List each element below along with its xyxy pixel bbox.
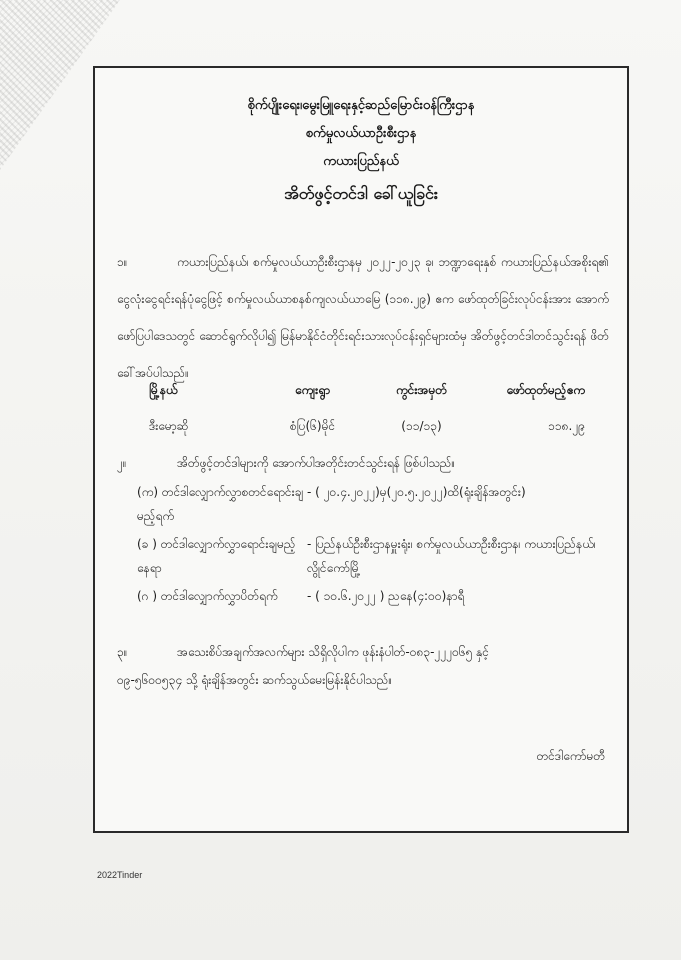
list-item — [137, 480, 609, 528]
cell-township: ဒီးမော့ဆို — [149, 419, 189, 433]
location-table — [135, 373, 587, 445]
col-field-number: ကွင်းအမှတ် — [396, 383, 447, 397]
paragraph-2-number: ၂။ — [117, 456, 127, 470]
paragraph-1 — [117, 244, 609, 392]
location-table-header — [135, 373, 587, 409]
paragraph-1-text: ကယားပြည်နယ်၊ စက်မှုလယ်ယာဦးစီးဌာနမှ ၂၀၂၂-၂၀၂၃ ခု၊ ဘဏ္ဍာရေးနှစ် ကယားပြည်နယ်အစိုးရ၏ ငွေလုံးငွေရင်းရန်ပုံငွေဖြင့် စက်မှုလယ်ယာစနစ်ကျလယ်ယာမြေ (၁၁၈.၂၉) ဧက ဖော်ထုတ်ခြင်းလုပ်ငန်းအား အောက်ဖော်ပြပါဒေသတွင် ဆောင်ရွက်လိုပါ၍ မြန်မာနိုင်ငံတိုင်းရင်းသားလုပ်ငန်းရှင်များထံမှ အိတ်ဖွင့်တင်ဒါတင်သွင်းရန် ဖိတ်ခေါ်အပ်ပါသည်။ — [117, 255, 609, 380]
col-acres: ဖော်ထုတ်မည့်ဧက — [506, 383, 585, 397]
paragraph-1-number: ၁။ — [117, 255, 128, 269]
paragraph-3-text-cont: ၀၉-၅၆၀၀၅၃၄ သို့ ရုံးချိန်အတွင်း ဆက်သွယ်မေးမြန်းနိုင်ပါသည်။ — [117, 673, 393, 687]
table-row — [135, 409, 587, 445]
cell-acres: ၁၁၈.၂၉ — [548, 419, 585, 433]
paragraph-3 — [117, 638, 609, 694]
ministry-name: စိုက်ပျိုးရေး၊မွေးမြူရေးနှင့်ဆည်မြောင်းဝန်ကြီးဌာန — [247, 98, 475, 113]
item-label: (ဂ ) တင်ဒါလျှောက်လွှာပိတ်ရက် — [137, 589, 278, 603]
col-township: မြို့နယ် — [149, 383, 178, 397]
department-name: စက်မှုလယ်ယာဦးစီးဌာန — [305, 126, 417, 141]
item-value: - ပြည်နယ်ဦးစီးဌာနမှူးရုံး၊ စက်မှုလယ်ယာဦးစီးဌာန၊ ကယားပြည်နယ်၊ လွိုင်ကော်မြို့ — [307, 537, 596, 575]
region-name: ကယားပြည်နယ် — [323, 154, 399, 169]
item-value: - ( ၂၀.၄.၂၀၂၂)မှ(၂၀.၅.၂၀၂၂)ထိ(ရုံးချိန်အတွင်း) — [307, 485, 526, 499]
item-value: - ( ၁၀.၆.၂၀၂၂ ) ညနေ(၄:၀၀)နာရီ — [307, 589, 465, 603]
item-label: (က) တင်ဒါလျှောက်လွှာစတင်ရောင်းချမည့်ရက် — [137, 485, 304, 523]
list-item — [137, 584, 609, 608]
notice-header — [95, 92, 627, 208]
paragraph-3-number: ၃။ — [117, 645, 128, 659]
notice-title: အိတ်ဖွင့်တင်ဒါ ခေါ်ယူခြင်း — [284, 184, 438, 203]
notice-frame — [93, 66, 629, 833]
cell-field-number: (၁၁/၁၃) — [401, 419, 442, 433]
list-item — [137, 532, 609, 580]
watermark-text: 2022Tinder — [97, 870, 143, 880]
col-village: ကျေးရွာ — [294, 383, 331, 397]
cell-village: စံပြ(၆)မိုင် — [289, 419, 336, 433]
paragraph-3-text: အသေးစိပ်အချက်အလက်များ သိရှိလိုပါက ဖုန်းနံပါတ်-၀၈၃-၂၂၂၀၆၅ နှင့် — [177, 645, 490, 659]
paragraph-2 — [117, 448, 609, 478]
item-label: (ခ ) တင်ဒါလျှောက်လွှာရောင်းချမည့်နေရာ — [137, 537, 296, 575]
tender-details-list — [137, 480, 609, 612]
signature-committee: တင်ဒါကော်မတီ — [536, 749, 605, 763]
paragraph-2-text: အိတ်ဖွင့်တင်ဒါများကို အောက်ပါအတိုင်းတင်သွင်းရန် ဖြစ်ပါသည်။ — [177, 456, 456, 470]
